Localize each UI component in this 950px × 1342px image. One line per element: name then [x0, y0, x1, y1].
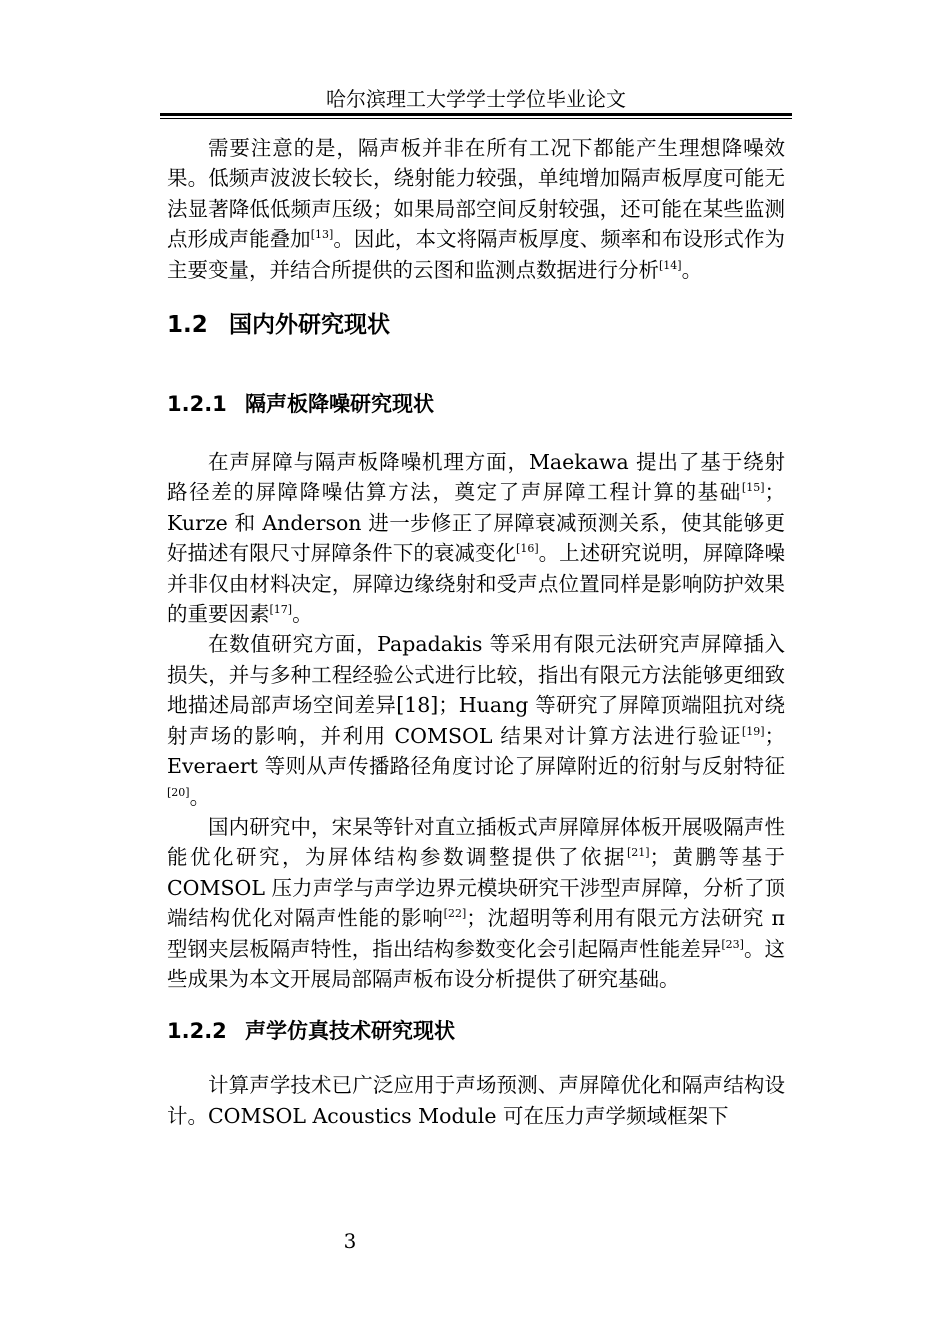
paragraph: 计算声学技术已广泛应用于声场预测、声屏障优化和隔声结构设计。COMSOL Acoustics Module 可在压力声学频域框架下	[167, 1073, 785, 1128]
citation: [22]	[443, 907, 467, 921]
citation: [23]	[721, 937, 744, 951]
paragraph: 在声屏障与隔声板降噪机理方面，Maekawa 提出了基于绕射路径差的屏障降噪估算方法，奠定了声屏障工程计算的基础[15]；Kurze 和 Anderson 进一步修正了屏障衰减预测关系，使其能够更好描述有限尺寸屏障条件下的衰减变化[16]。上述研究说明，屏障降噪并非仅由材料决定，屏障边缘绕射和受声点位置同样是影响防护效果的重要因素[17]。	[167, 450, 785, 627]
citation: [19]	[741, 724, 765, 738]
subsection-heading: 1.2.1 隔声板降噪研究现状	[167, 392, 434, 417]
section-heading: 1.2 国内外研究现状	[167, 312, 390, 339]
header-rule-thick	[160, 113, 792, 116]
citation: [17]	[269, 603, 293, 617]
citation: [16]	[516, 542, 539, 556]
paragraph: 需要注意的是，隔声板并非在所有工况下都能产生理想降噪效果。低频声波波长较长，绕射能力较强，单纯增加隔声板厚度可能无法显著降低低频声压级；如果局部空间反射较强，还可能在某些监测点形成声能叠加[13]。因此，本文将隔声板厚度、频率和布设形式作为主要变量，并结合所提供的云图和监测点数据进行分析[14]。	[167, 136, 785, 282]
paragraph: 在数值研究方面，Papadakis 等采用有限元法研究声屏障插入损失，并与多种工程经验公式进行比较，指出有限元方法能够更细致地描述局部声场空间差异[18]；Huang 等研究了屏障顶端阻抗对绕射声场的影响，并利用 COMSOL 结果对计算方法进行验证[19]；Everaert 等则从声传播路径角度讨论了屏障附近的衍射与反射特征[20]。	[167, 632, 785, 809]
citation: [20]	[167, 785, 190, 799]
citation: [15]	[741, 481, 765, 495]
header-rule-thin	[160, 118, 792, 119]
citation: [21]	[626, 846, 650, 860]
subsection-heading: 1.2.2 声学仿真技术研究现状	[167, 1019, 455, 1044]
running-header: 哈尔滨理工大学学士学位毕业论文	[326, 87, 626, 111]
page-number: 3	[343, 1229, 357, 1253]
citation: [14]	[659, 258, 682, 272]
paragraph: 国内研究中，宋杲等针对直立插板式声屏障屏体板开展吸隔声性能优化研究，为屏体结构参数调整提供了依据[21]；黄鹏等基于 COMSOL 压力声学与声学边界元模块研究干涉型声屏障，分析了顶端结构优化对隔声性能的影响[22]；沈超明等利用有限元方法研究 π 型钢夹层板隔声特性，指出结构参数变化会引起隔声性能差异[23]。这些成果为本文开展局部隔声板布设分析提供了研究基础。	[167, 814, 786, 991]
page-body	[167, 133, 785, 1131]
citation: [13]	[310, 228, 334, 242]
